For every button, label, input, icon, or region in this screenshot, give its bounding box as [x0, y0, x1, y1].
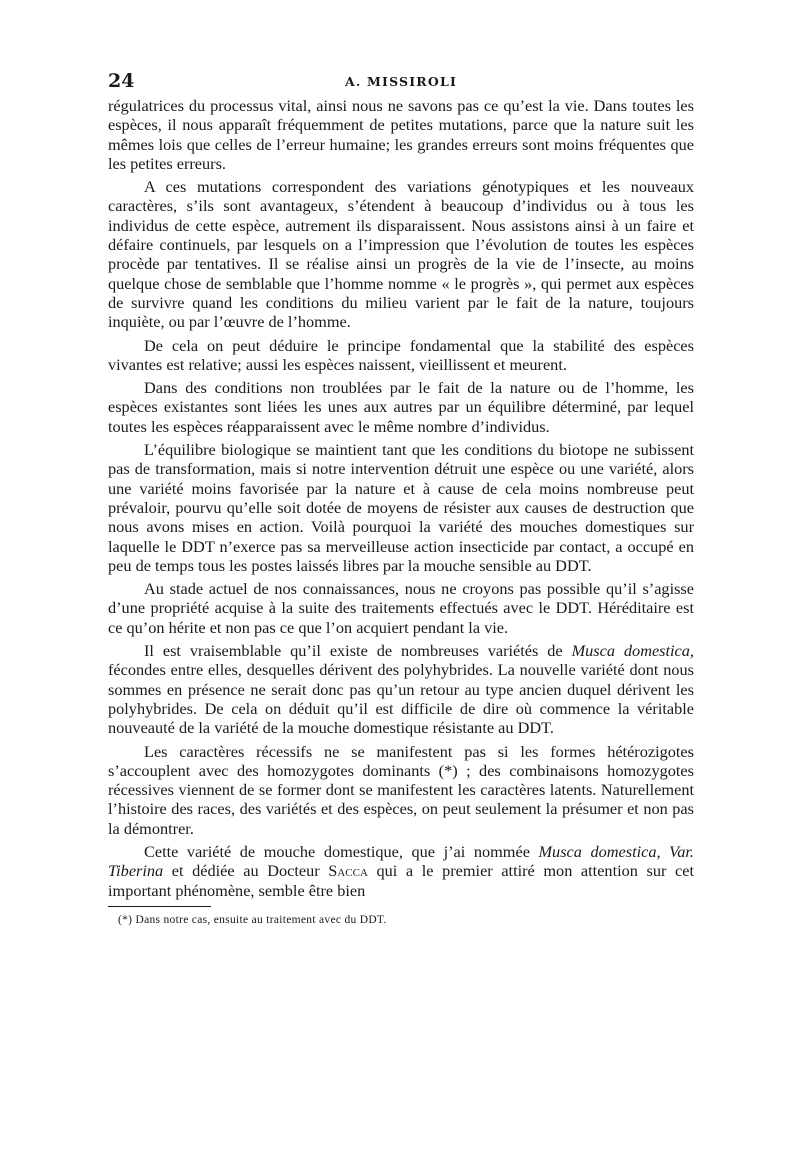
page-number: 24 — [108, 70, 135, 92]
paragraph-9 — [108, 842, 694, 900]
paragraph-8: Les caractères récessifs ne se manifestent pas si les formes hétérozigotes s’accouplent avec des homozygotes dominants (*) ; des combinaisons homozygotes récessives viennent de se former dont se manifestent les caractères latents. Naturellement l’histoire des races, des variétés et des espèces, on peut seulement la présumer et non pas la démontrer. — [108, 741, 694, 838]
paragraph-2: A ces mutations correspondent des variations génotypiques et les nouveaux caractères, s’ils sont avantageux, s’étendent à beaucoup d’individus ou à tous les individus de cette espèce, autrement ils disparaissent. Nous assistons ainsi à un faire et défaire continuels, par lesquels on a l’impression que l’évolution de toutes les espèces procède par tentatives. Il se réalise ainsi un progrès de la vie de l’insecte, au moins quelque chose de semblable que l’homme nomme « le progrès », qui permet aux espèces de survivre quand les conditions du milieu varient par le fait de la nature, toujours inquiète, ou par l’œuvre de l’homme. — [108, 177, 694, 332]
paragraph-7-text-b: fécondes entre elles, desquelles dérivent des polyhybrides. La nouvelle variété dont nous sommes en présence ne serait donc pas qu’un retour au type ancien duquel dérivent les polyhybrides. De cela on déduit qu’il est difficile de dire où commence la véritable nouveauté de la variété de la mouche domestique résistante au DDT. — [108, 660, 694, 738]
paragraph-9-smallcaps-name: Sacca — [328, 861, 368, 881]
paragraph-1: régulatrices du processus vital, ainsi nous ne savons pas ce qu’est la vie. Dans toutes les espèces, il nous apparaît fréquemment de petites mutations, parce que la nature suit les mêmes lois que celles de l’erreur humaine; les grandes erreurs sont moins fréquentes que les petites erreurs. — [108, 96, 694, 173]
paragraph-9-text-a: Cette variété de mouche domestique, que j’ai nommée — [144, 841, 539, 861]
book-page — [108, 70, 694, 927]
paragraph-9-text-c: qui a le premier attiré mon attention sur cet important phénomène, semble être bien — [108, 861, 694, 900]
paragraph-7-text-a: Il est vraisemblable qu’il existe de nombreuses variétés de — [144, 641, 572, 661]
footnote: (*) Dans notre cas, ensuite au traitement avec du DDT. — [118, 913, 387, 926]
body-text — [108, 96, 694, 900]
paragraph-7-italic-species: Musca domestica, — [571, 641, 694, 661]
paragraph-6: Au stade actuel de nos connaissances, nous ne croyons pas possible qu’il s’agisse d’une propriété acquise à la suite des traitements effectués avec le DDT. Héréditaire est ce qu’on hérite et non pas ce que l’on acquiert pendant la vie. — [108, 579, 694, 637]
running-head: A. MISSIROLI — [344, 74, 458, 89]
paragraph-7 — [108, 641, 694, 737]
paragraph-3: De cela on peut déduire le principe fondamental que la stabilité des espèces vivantes est relative; aussi les espèces naissent, vieillissent et meurent. — [108, 335, 694, 374]
footnote-rule — [108, 906, 211, 907]
paragraph-9-text-b: et dédiée au Docteur — [163, 861, 329, 881]
paragraph-5: L’équilibre biologique se maintient tant que les conditions du biotope ne subissent pas de transformation, mais si notre intervention détruit une espèce ou une variété, alors une variété moins favorisée par la nature et à cause de cela moins nombreuse peut prévaloir, pourvu qu’elle soit dotée de moyens de résister aux causes de destruction que nous avons mises en action. Voilà pourquoi la variété des mouches domestiques sur laquelle le DDT n’exerce pas sa merveilleuse action insecticide par contact, a occupé en peu de temps tous les postes laissés libres par la mouche sensible au DDT. — [108, 440, 694, 575]
paragraph-4: Dans des conditions non troublées par le fait de la nature ou de l’homme, les espèces existantes sont liées les unes aux autres par un équilibre déterminé, par lequel toutes les espèces réapparaissent avec le même nombre d’individus. — [108, 378, 694, 436]
paragraph-9-italic-species: Musca domestica, Var. Tiberina — [108, 841, 695, 881]
page-header — [108, 70, 694, 96]
